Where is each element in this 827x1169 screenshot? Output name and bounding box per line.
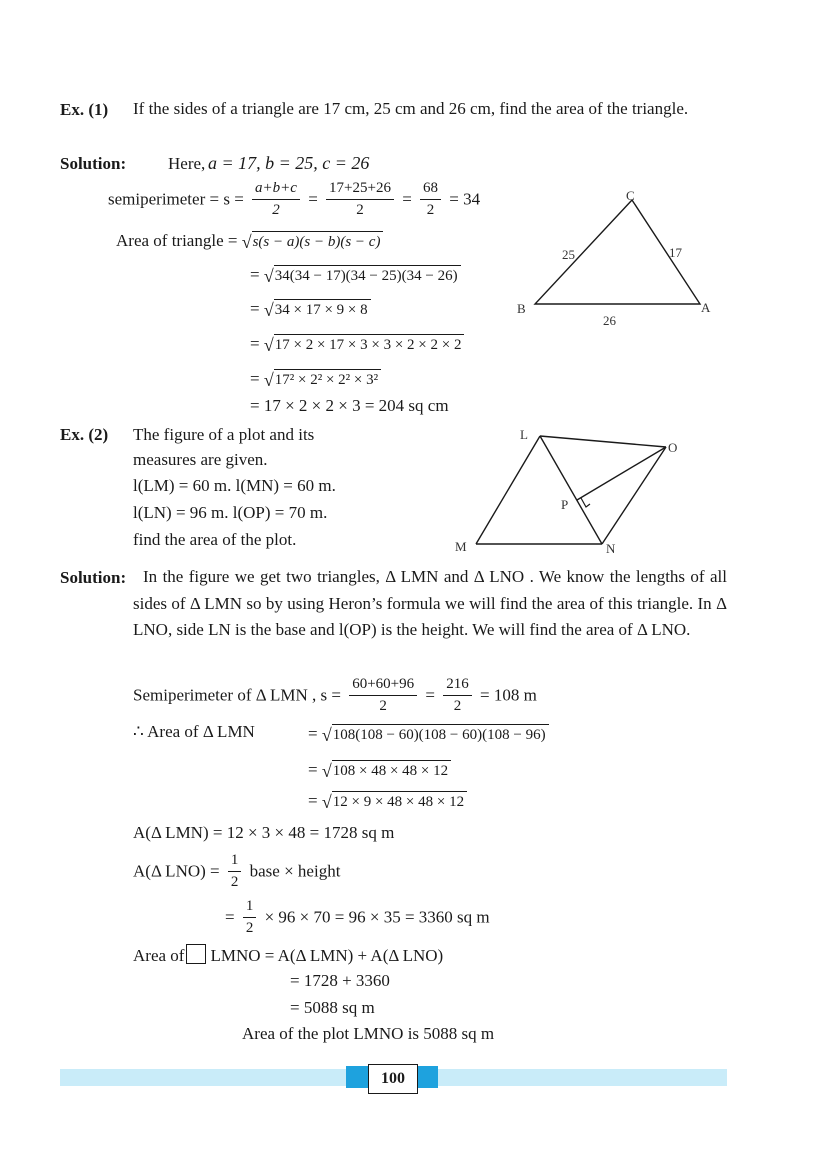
ex2-area-step3: [308, 790, 467, 811]
ex2-area-step2: [308, 759, 451, 780]
equals-sign: =: [425, 685, 435, 705]
denominator: 2: [245, 920, 254, 937]
sqrt-expression: [264, 369, 381, 389]
denominator: 2: [426, 202, 435, 219]
ex2-area-lmno: [133, 944, 443, 966]
sqrt-expression: [264, 265, 461, 285]
equals-sign: =: [402, 189, 412, 209]
ex1-final: = 17 × 2 × 2 × 3 = 204 sq cm: [250, 396, 449, 415]
ex1-label: Ex. (1): [60, 100, 109, 119]
base-height: base × height: [249, 861, 341, 881]
radicand: 17² × 2² × 2² × 3²: [274, 369, 381, 389]
sp-result: = 34: [449, 189, 481, 209]
sqrt-expression: [322, 724, 549, 744]
fraction: [349, 676, 417, 716]
lno-calc: × 96 × 70 = 96 × 35 = 3360 sq m: [264, 907, 490, 927]
area-of-label: Area of: [133, 946, 185, 965]
vertex-n-label: N: [606, 541, 616, 556]
equals-sign: =: [225, 907, 235, 927]
ex2-conclusion: Area of the plot LMNO is 5088 sq m: [242, 1024, 495, 1043]
ex2-question-line1: The figure of a plot and its: [133, 425, 315, 444]
denominator: 2: [230, 874, 239, 891]
ex1-area-line: [116, 230, 383, 251]
radical-sign: √: [263, 300, 274, 321]
ex1-question: If the sides of a triangle are 17 cm, 25 cm and 26 cm, find the area of the triangle.: [133, 99, 689, 118]
vertex-m-label: M: [455, 539, 467, 554]
ex2-question-line5: find the area of the plot.: [133, 530, 297, 549]
equals-sign: =: [250, 298, 260, 318]
denominator: 2: [379, 698, 387, 715]
vertex-o-label: O: [668, 440, 678, 455]
ex2-solution-label: Solution:: [60, 568, 127, 587]
equals-sign: =: [308, 723, 318, 743]
side-lm: [476, 436, 540, 544]
vertex-c-label: C: [626, 188, 635, 203]
ex2-area-lno-calc: [225, 898, 490, 938]
side-on: [602, 447, 666, 544]
fraction: [443, 676, 472, 716]
radical-sign: √: [263, 266, 274, 287]
lmno-sum: LMNO = A(Δ LMN) + A(Δ LNO): [210, 946, 444, 965]
triangle-abc-figure: [505, 182, 735, 332]
quadrilateral-symbol-icon: [186, 944, 206, 964]
radical-sign: √: [321, 761, 332, 782]
ex2-area-lmn-label: ∴ Area of Δ LMN: [133, 722, 255, 741]
equals-sign: =: [250, 368, 260, 388]
ex1-step5: [250, 368, 381, 389]
radical-sign: √: [263, 335, 274, 356]
equals-sign: =: [308, 790, 318, 810]
denominator: 2: [272, 202, 280, 219]
ex2-area-step1: [308, 723, 549, 744]
side-ba-label: 26: [603, 313, 616, 328]
equals-sign: =: [308, 759, 318, 779]
numerator: 17+25+26: [326, 180, 394, 200]
height-op: [577, 447, 666, 500]
ex2-solution-text: In the figure we get two triangles, Δ LMN and Δ LNO . We know the lengths of all sides of Δ LMN so by using Heron’s formula we will find the area of this triangle. In Δ LNO, side LN is the base and l(OP) is the height. We will find the area of Δ LNO.: [133, 567, 727, 639]
denominator: 2: [356, 202, 364, 219]
fraction: [228, 852, 242, 892]
numerator: a+b+c: [252, 180, 300, 200]
vertex-b-label: B: [517, 301, 526, 316]
radicand: 17 × 2 × 17 × 3 × 3 × 2 × 2 × 2: [274, 334, 465, 354]
sqrt-expression: [322, 791, 467, 811]
fraction: [420, 180, 441, 220]
fraction: [326, 180, 394, 220]
ex2-sum-line: = 1728 + 3360: [290, 971, 390, 990]
plot-lmno-figure: [448, 422, 688, 562]
a-lno-label: A(Δ LNO) =: [133, 861, 220, 881]
numerator: 60+60+96: [349, 676, 417, 696]
ex2-question-line2: measures are given.: [133, 450, 268, 469]
radical-sign: √: [321, 725, 332, 746]
footer-accent-left: [346, 1066, 368, 1088]
area-label: Area of triangle =: [116, 230, 238, 250]
ex1-step4: [250, 333, 464, 354]
fraction: [243, 898, 257, 938]
equals-sign: =: [250, 264, 260, 284]
sp-label: Semiperimeter of Δ LMN , s =: [133, 685, 341, 705]
semiperimeter-label: semiperimeter = s =: [108, 189, 244, 209]
radicand: 34 × 17 × 9 × 8: [274, 299, 371, 319]
equals-sign: =: [250, 333, 260, 353]
point-p-label: P: [561, 497, 569, 512]
radicand: 34(34 − 17)(34 − 25)(34 − 26): [274, 265, 461, 285]
side-lo: [540, 436, 666, 447]
ex1-solution-label: Solution:: [60, 154, 127, 173]
radical-sign: √: [241, 232, 252, 253]
fraction: [252, 180, 300, 220]
vertex-l-label: L: [520, 427, 528, 442]
numerator: 216: [443, 676, 472, 696]
vertex-a-label: A: [701, 300, 711, 315]
ex1-step2: [250, 264, 461, 285]
radicand: s(s − a)(s − b)(s − c): [252, 231, 384, 251]
ex2-area-lmn-result: A(Δ LMN) = 12 × 3 × 48 = 1728 sq m: [133, 823, 395, 842]
ex2-label: Ex. (2): [60, 425, 109, 444]
numerator: 1: [243, 898, 257, 918]
sqrt-expression: [264, 299, 371, 319]
sqrt-expression: [264, 334, 465, 354]
ex1-step3: [250, 298, 371, 319]
ex2-semiperimeter: [133, 676, 537, 716]
ex2-area-lno-formula: [133, 852, 340, 892]
ex2-total-line: = 5088 sq m: [290, 998, 375, 1017]
sp-result: = 108 m: [479, 685, 537, 705]
sqrt-expression: [322, 760, 451, 780]
sqrt-expression: [242, 231, 384, 251]
footer-accent-right: [416, 1066, 438, 1088]
numerator: 68: [420, 180, 441, 200]
ex1-vars: a = 17, b = 25, c = 26: [208, 153, 370, 173]
radical-sign: √: [263, 370, 274, 391]
ex2-question-line3: l(LM) = 60 m. l(MN) = 60 m.: [133, 476, 336, 495]
ex2-question-line4: l(LN) = 96 m. l(OP) = 70 m.: [133, 503, 328, 522]
right-angle-mark: [581, 498, 590, 507]
page-number: 100: [368, 1064, 418, 1094]
numerator: 1: [228, 852, 242, 872]
radicand: 108(108 − 60)(108 − 60)(108 − 96): [332, 724, 549, 744]
radical-sign: √: [321, 792, 332, 813]
denominator: 2: [453, 698, 462, 715]
ex1-here: Here,: [168, 154, 206, 173]
ex1-semiperimeter: [108, 180, 480, 220]
equals-sign: =: [308, 189, 318, 209]
radicand: 108 × 48 × 48 × 12: [332, 760, 451, 780]
side-bc-label: 25: [562, 247, 575, 262]
side-ca-label: 17: [669, 245, 682, 260]
radicand: 12 × 9 × 48 × 48 × 12: [332, 791, 467, 811]
